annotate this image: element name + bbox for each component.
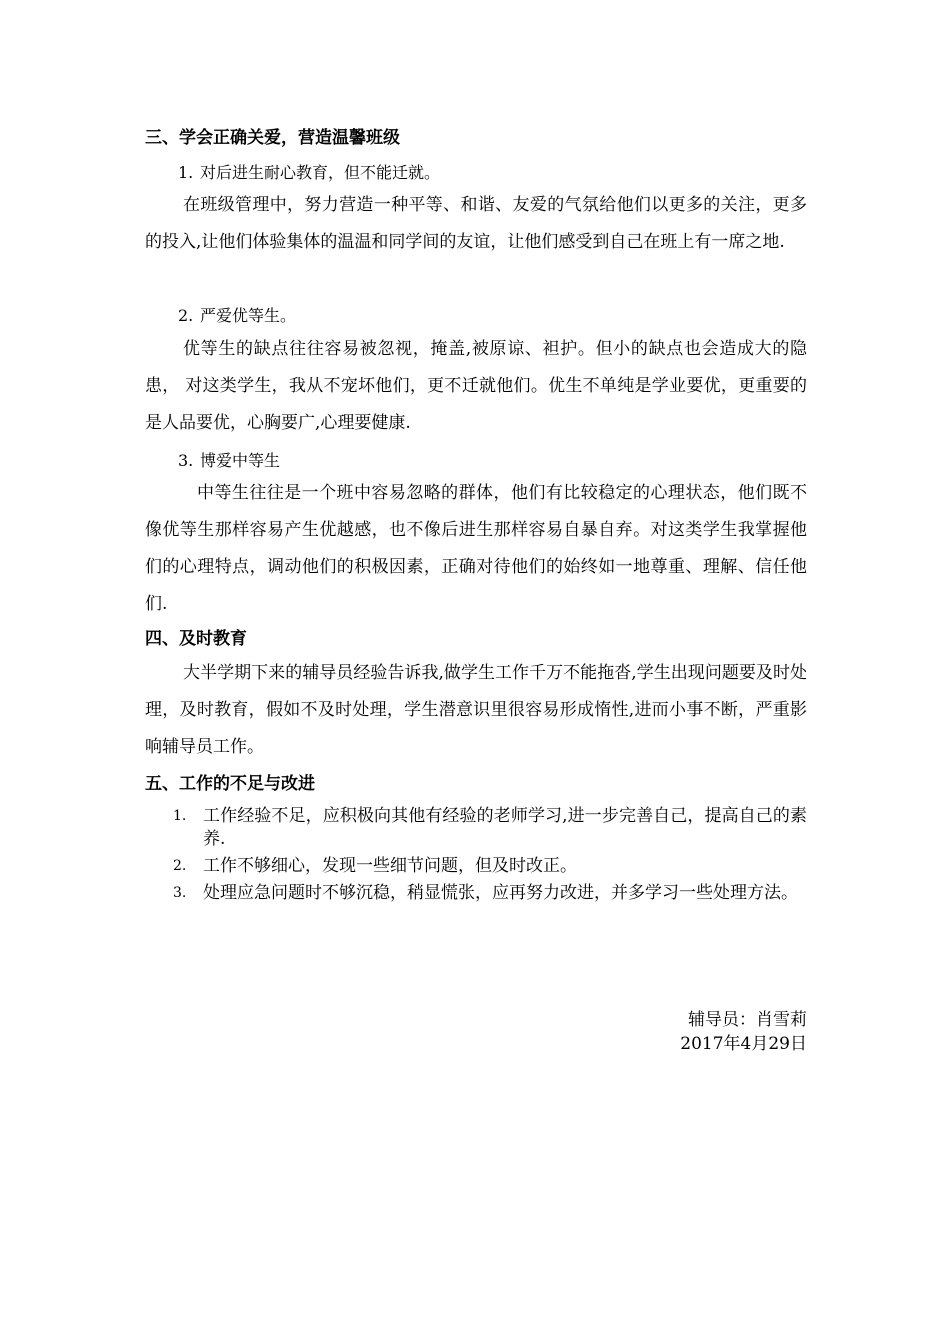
section-3-item-3-paragraph: 中等生往往是一个班中容易忽略的群体，他们有比较稳定的心理状态，他们既不像优等生那样容易产生优越感，也不像后进生那样容易自暴自弃。对这类学生我掌握他们的心理特点，调动他们的积极因素，正确对待他们的始终如一地尊重、理解、信任他们. — [145, 483, 807, 614]
item-number: 3. — [178, 451, 194, 470]
section-3-item-2-paragraph: 优等生的缺点往往容易被忽视，掩盖,被原谅、袒护。但小的缺点也会造成大的隐患， 对这类学生，我从不宠坏他们，更不迁就他们。优生不单纯是学业要优，更重要的是人品要优，心胸要广,心理要健康. — [145, 339, 807, 433]
section-3-item-2-title — [178, 305, 296, 327]
item-number: 1. — [178, 163, 194, 182]
list-item-text: 处理应急问题时不够沉稳，稍显慌张，应再努力改进，并多学习一些处理方法。 — [203, 883, 798, 903]
list-item-text: 工作不够细心，发现一些细节问题，但及时改正。 — [203, 856, 577, 876]
item-title: 严爱优等生。 — [200, 306, 297, 325]
list-item — [145, 805, 807, 851]
section-3-item-1-paragraph: 在班级管理中，努力营造一种平等、和谐、友爱的气氛给他们以更多的关注，更多的投入,让他们体验集体的温温和同学间的友谊，让他们感受到自己在班上有一席之地. — [145, 195, 807, 252]
section-3-heading: 三、学会正确关爱，营造温馨班级 — [145, 128, 400, 148]
item-title: 对后进生耐心教育，但不能迁就。 — [200, 163, 441, 182]
list-item-number: 2. — [173, 858, 187, 874]
section-5-heading: 五、工作的不足与改进 — [145, 774, 315, 794]
section-3-item-1-title — [178, 162, 440, 184]
list-item — [145, 855, 807, 878]
signature-date: 2017年4月29日 — [680, 1034, 807, 1054]
list-item — [145, 882, 807, 905]
list-item-number: 1. — [173, 808, 187, 824]
item-title: 博爱中等生 — [200, 451, 281, 470]
list-item-number: 3. — [173, 885, 187, 901]
signature-name: 辅导员：肖雪莉 — [688, 1010, 807, 1030]
section-3-item-3-title — [178, 450, 280, 472]
item-number: 2. — [178, 306, 194, 325]
section-5-list — [145, 805, 807, 909]
section-4-paragraph: 大半学期下来的辅导员经验告诉我,做学生工作千万不能拖沓,学生出现问题要及时处理，及时教育，假如不及时处理，学生潜意识里很容易形成惰性,进而小事不断，严重影响辅导员工作。 — [145, 663, 807, 757]
list-item-text: 工作经验不足，应积极向其他有经验的老师学习,进一步完善自己，提高自己的素养. — [203, 806, 807, 849]
section-4-heading: 四、及时教育 — [145, 629, 247, 649]
